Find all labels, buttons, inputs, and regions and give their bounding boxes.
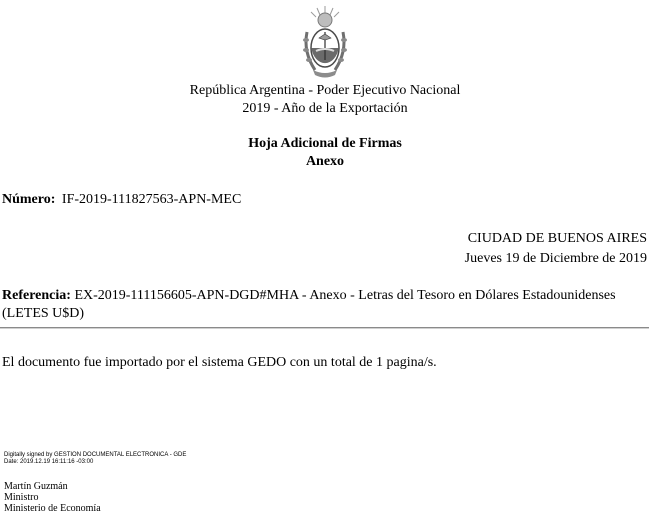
numero-value: IF-2019-111827563-APN-MEC	[61, 192, 242, 207]
body-text: El documento fue importado por el sistema GEDO con un total de 1 pagina/s.	[2, 355, 437, 370]
signature-date-text: Date: 2019.12.19 16:11:16 -03:00	[4, 459, 94, 465]
numero-label: Número:	[2, 192, 56, 207]
signer-office: Ministerio de Economía	[4, 503, 101, 514]
digital-signature-stamp	[4, 452, 186, 466]
signer-block	[4, 481, 101, 514]
place-text: CIUDAD DE BUENOS AIRES	[467, 231, 647, 246]
signer-name: Martín Guzmán	[4, 481, 68, 492]
numero-row	[2, 192, 241, 208]
date-text: Jueves 19 de Diciembre de 2019	[464, 251, 647, 266]
signer-role: Ministro	[4, 492, 39, 503]
referencia-label: Referencia:	[2, 288, 71, 303]
signed-by-text: Digitally signed by GESTION DOCUMENTAL ELECTRONICA - GDE	[4, 452, 187, 458]
header-line-1: República Argentina - Poder Ejecutivo Nacional	[189, 83, 461, 98]
sheet-title: Hoja Adicional de Firmas	[248, 136, 402, 151]
sheet-subtitle: Anexo	[305, 154, 345, 169]
referencia-text-continued: (LETES U$D)	[2, 306, 85, 321]
coat-of-arms-seal	[299, 4, 351, 82]
header-line-2: 2019 - Año de la Exportación	[242, 101, 408, 116]
referencia-text: EX-2019-111156605-APN-DGD#MHA - Anexo - Letras del Tesoro en Dólares Estadounidenses	[74, 288, 616, 303]
divider-line	[0, 327, 649, 329]
referencia-block	[2, 287, 652, 323]
